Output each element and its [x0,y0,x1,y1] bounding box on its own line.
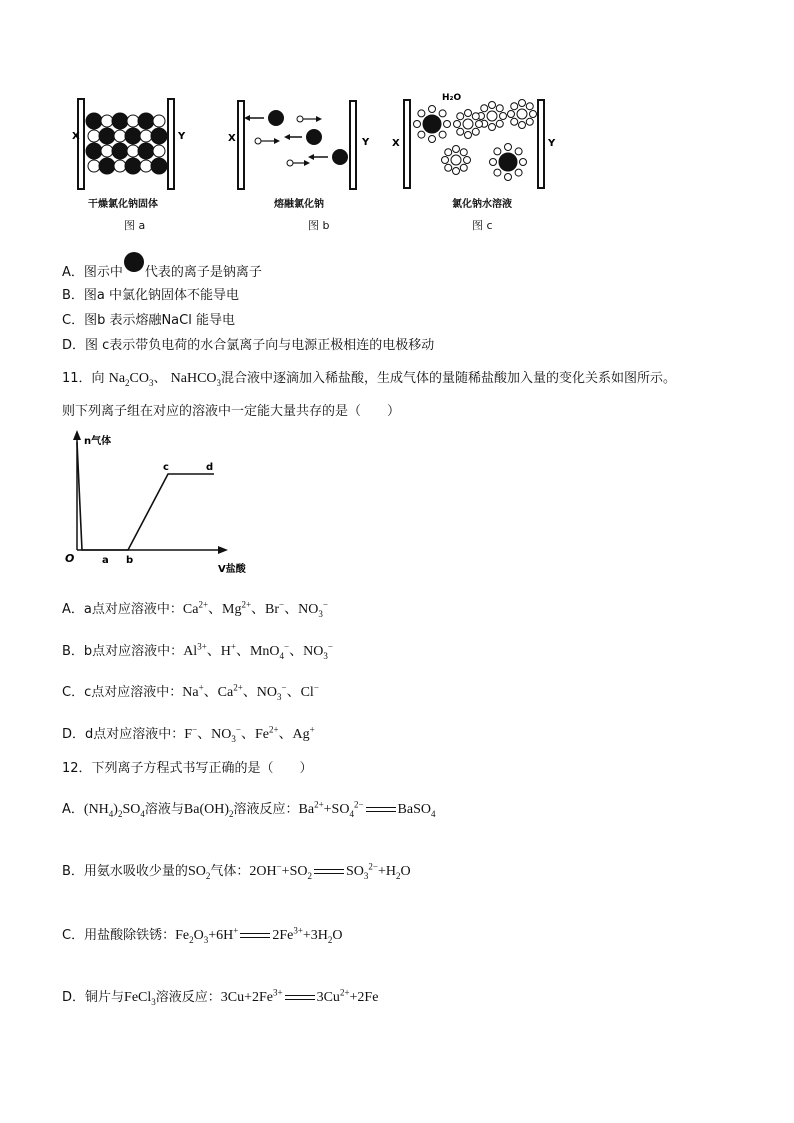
water-molecule [414,121,421,128]
figure-c-label: 图 c [472,219,493,232]
lattice-black-ion [99,158,115,174]
lattice-white-ion [101,145,113,157]
hydrated-cation [499,153,517,171]
q10-option-a: A．图示中 代表的离子是钠离子 [62,258,262,280]
water-molecule [511,118,518,125]
water-molecule [489,124,496,131]
black-ion-icon [124,252,144,272]
hydrated-anion [463,119,473,129]
q10-option-b: B．图a 中氯化钠固体不能导电 [62,288,240,303]
lattice-white-ion [127,115,139,127]
point-b-label: b [126,555,134,566]
svg-text:Y: Y [362,137,370,148]
water-molecule [460,164,467,171]
lattice-white-ion [114,160,126,172]
q10-option-d: D．图 c表示带负电荷的水合氯离子向与电源正极相连的电极移动 [62,338,435,353]
hydrated-cation [423,115,441,133]
q11-option-a: A．a点对应溶液中：$Ca^{2+}$、$Mg^{2+}$、Br−、$NO_3^-$ [62,599,328,619]
water-molecule [489,102,496,109]
water-molecule [496,105,503,112]
water-molecule [454,121,461,128]
figure-a-caption: 干燥氯化钠固体 [88,199,158,210]
lattice-black-ion [86,113,102,129]
water-molecule [526,103,533,110]
lattice-white-ion [88,130,100,142]
figure-a-label: 图 a [124,219,146,232]
water-molecule [442,157,449,164]
figure-b-drawing [228,95,388,199]
q12-stem: 12．下列离子方程式书写正确的是（ ） [62,761,313,776]
figure-b-label: 图 b [308,219,330,232]
water-molecule [515,148,522,155]
lattice-white-ion [153,145,165,157]
water-molecule [511,103,518,110]
water-molecule [439,131,446,138]
lattice-black-ion [138,143,154,159]
water-molecule [530,111,537,118]
water-molecule [445,149,452,156]
lattice-black-ion [125,128,141,144]
water-molecule [476,121,483,128]
q12-option-a: A．$(NH_4)_2SO_4$溶液与$Ba(OH)_2$溶液反应：$Ba^{2+}+SO_4^{2-}$ BaSO$_4$ [62,799,436,819]
water-molecule [472,128,479,135]
water-molecule [496,120,503,127]
water-molecule [515,169,522,176]
q12-option-c: C．用盐酸除铁锈：$Fe_2O_3+6H^+$ $2Fe^{3+}+3H_2O$ [62,925,343,945]
water-molecule [494,148,501,155]
point-c-label: c [163,462,169,473]
water-molecule [457,113,464,120]
water-molecule [494,169,501,176]
q11-stem-line1: 11．向 $Na_2CO_3$、 NaHCO$_3$混合液中逐滴加入稀盐酸，生成气体的量随稀盐酸加入量的变化关系如图所示。 [62,371,677,388]
water-molecule [465,132,472,139]
lattice-white-ion [88,160,100,172]
q11-stem-line2: 则下列离子组在对应的溶液中一定能大量共存的是（ ） [62,404,401,419]
water-molecule [519,100,526,107]
water-molecule [453,168,460,175]
electrode-x-label: X [72,131,80,142]
water-molecule [505,144,512,151]
water-label: H₂O [442,93,462,103]
water-molecule [508,111,515,118]
hydrated-anion [487,111,497,121]
water-molecule [465,110,472,117]
water-molecule [464,157,471,164]
water-molecule [490,159,497,166]
q11-option-c: C．c点对应溶液中：Na+、$Ca^{2+}$、$NO_3^-$、Cl− [62,682,319,702]
water-molecule [457,128,464,135]
figure-b-caption: 熔融氯化钠 [274,199,324,210]
lattice-black-ion [99,128,115,144]
water-molecule [500,113,507,120]
water-molecule [453,146,460,153]
figure-b [228,95,388,235]
q11-graph [60,430,246,580]
water-molecule [505,174,512,181]
lattice-black-ion [151,128,167,144]
lattice-black-ion [151,158,167,174]
svg-text:X: X [392,138,400,149]
lattice-white-ion [101,115,113,127]
water-molecule [481,105,488,112]
q10-option-c: C．图b 表示熔融NaCl 能导电 [62,313,235,328]
q12-option-b: B．用氨水吸收少量的$SO_2$气体：$2OH^-+SO_2$ $SO_3^{2-}+H_2O$ [62,861,411,881]
water-molecule [445,164,452,171]
water-molecule [429,106,436,113]
lattice-black-ion [125,158,141,174]
point-d-label: d [206,462,214,473]
figure-c [390,88,560,235]
water-molecule [472,113,479,120]
lattice-white-ion [153,115,165,127]
water-molecule [520,159,527,166]
lattice-black-ion [112,143,128,159]
water-molecule [519,122,526,129]
water-molecule [444,121,451,128]
x-axis-label: V盐酸 [218,564,246,575]
water-molecule [439,110,446,117]
q12-option-d: D．铜片与FeCl$_3$溶液反应：$3Cu+2Fe^{3+}$ $3Cu^{2+}+2Fe$ [62,987,379,1007]
lattice-white-ion [114,130,126,142]
figure-c-drawing [390,88,560,198]
figure-a-drawing [72,95,192,199]
lattice-white-ion [140,130,152,142]
hydrated-anion [517,109,527,119]
lattice-black-ion [86,143,102,159]
q11-option-b: B．b点对应溶液中：$Al^{3+}$、H+、MnO$_4$−、$NO_3^-$ [62,641,333,661]
origin-label: O [65,552,75,565]
figure-a [72,95,192,235]
lattice-black-ion [112,113,128,129]
y-axis-label: n气体 [84,436,112,447]
hydrated-anion [451,155,461,165]
electrode-y-label: Y [178,131,186,142]
point-a-label: a [102,555,109,566]
water-molecule [460,149,467,156]
water-molecule [418,131,425,138]
figure-c-caption: 氯化钠水溶液 [452,199,512,210]
svg-text:Y: Y [548,138,556,149]
water-molecule [526,118,533,125]
water-molecule [418,110,425,117]
svg-text:X: X [228,133,236,144]
lattice-white-ion [127,145,139,157]
lattice-black-ion [138,113,154,129]
water-molecule [429,136,436,143]
q11-option-d: D．d点对应溶液中：F−、$NO_3^-$、$Fe^{2+}$、Ag+ [62,724,315,744]
lattice-white-ion [140,160,152,172]
